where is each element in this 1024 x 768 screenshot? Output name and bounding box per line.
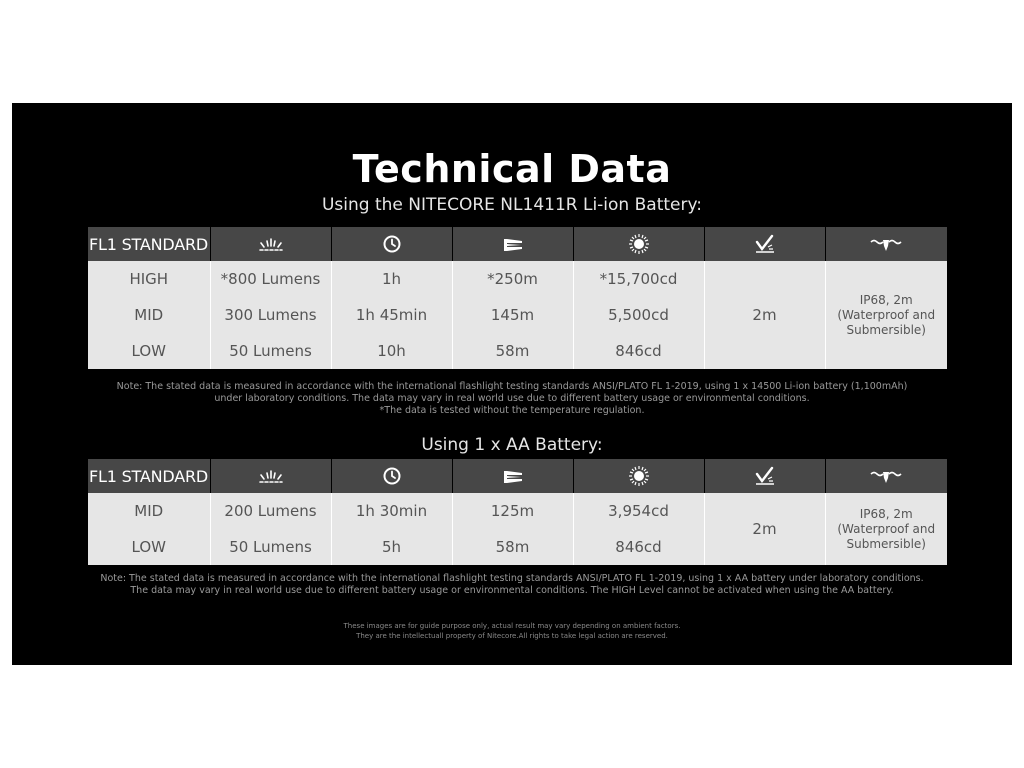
- runtime-cell: 1h 45min: [331, 297, 452, 333]
- brightness-header: [210, 227, 331, 261]
- section-subtitle-li-ion: Using the NITECORE NL1411R Li-ion Battery:: [321, 195, 703, 215]
- runtime-cell: 1h 30min: [331, 493, 452, 529]
- beam-distance-icon: [502, 469, 524, 485]
- note-line: Note: The stated data is measured in accordance with the international flashlight testing standards ANSI/PLATO FL 1-2019, using 1 x 14500 Li-ion battery (1,100mAh): [116, 381, 908, 392]
- output-cell: *800 Lumens: [210, 261, 331, 297]
- table-header-row: [88, 459, 947, 493]
- disclaimer: [12, 621, 1012, 641]
- mode-cell: MID: [88, 493, 210, 529]
- distance-header: [452, 227, 573, 261]
- peak-intensity-icon: [628, 465, 650, 487]
- waterproof-rating: IP68, 2m: [859, 292, 913, 307]
- section-subtitle-aa: Using 1 x AA Battery:: [421, 435, 603, 455]
- note-line: under laboratory conditions. The data may vary in real world use due to different battery usage or environmental conditions.: [214, 393, 810, 404]
- mode-cell: HIGH: [88, 261, 210, 297]
- runtime-clock-icon: [382, 466, 402, 486]
- brightness-icon: [256, 469, 286, 485]
- output-cell: 300 Lumens: [210, 297, 331, 333]
- intensity-cell: *15,700cd: [573, 261, 704, 297]
- spec-table-li-ion: [88, 227, 947, 369]
- runtime-clock-icon: [382, 234, 402, 254]
- brightness-icon: [256, 237, 286, 253]
- distance-header: [452, 459, 573, 493]
- impact-header: [704, 459, 825, 493]
- impact-cell: 2m: [704, 261, 825, 369]
- table-row: [88, 261, 947, 297]
- table-row: [88, 493, 947, 529]
- waterproof-desc-2: Submersible): [846, 536, 926, 551]
- brightness-header: [210, 459, 331, 493]
- waterproof-header: [825, 227, 947, 261]
- distance-cell: 125m: [452, 493, 573, 529]
- impact-header: [704, 227, 825, 261]
- disclaimer-line: These images are for guide purpose only, actual result may vary depending on ambient factors.: [343, 622, 681, 630]
- distance-cell: *250m: [452, 261, 573, 297]
- runtime-header: [331, 227, 452, 261]
- technical-data-panel: [12, 103, 1012, 665]
- note-line: *The data is tested without the temperature regulation.: [379, 405, 645, 416]
- distance-cell: 58m: [452, 333, 573, 369]
- waterproof-desc-1: (Waterproof and: [837, 521, 936, 536]
- note-line: The data may vary in real world use due to different battery usage or environmental conditions. The HIGH Level cannot be activated when using the AA battery.: [130, 585, 894, 596]
- distance-cell: 58m: [452, 529, 573, 565]
- waterproof-icon: [869, 468, 903, 486]
- standard-header: FL1 STANDARD: [88, 227, 210, 261]
- mode-cell: MID: [88, 297, 210, 333]
- intensity-cell: 3,954cd: [573, 493, 704, 529]
- intensity-cell: 5,500cd: [573, 297, 704, 333]
- waterproof-cell: [825, 261, 947, 369]
- mode-cell: LOW: [88, 333, 210, 369]
- measurement-note-aa: [12, 573, 1012, 597]
- spec-table-aa: [88, 459, 947, 565]
- table-header-row: [88, 227, 947, 261]
- note-line: Note: The stated data is measured in accordance with the international flashlight testing standards ANSI/PLATO FL 1-2019, using 1 x AA battery under laboratory conditions.: [100, 573, 924, 584]
- runtime-cell: 1h: [331, 261, 452, 297]
- intensity-cell: 846cd: [573, 529, 704, 565]
- page-title: Technical Data: [352, 147, 672, 191]
- mode-cell: LOW: [88, 529, 210, 565]
- impact-resistance-icon: [754, 466, 776, 486]
- waterproof-header: [825, 459, 947, 493]
- runtime-cell: 10h: [331, 333, 452, 369]
- standard-header: FL1 STANDARD: [88, 459, 210, 493]
- output-cell: 200 Lumens: [210, 493, 331, 529]
- waterproof-desc-1: (Waterproof and: [837, 307, 936, 322]
- peak-intensity-icon: [628, 233, 650, 255]
- impact-resistance-icon: [754, 234, 776, 254]
- runtime-header: [331, 459, 452, 493]
- intensity-header: [573, 459, 704, 493]
- waterproof-desc-2: Submersible): [846, 322, 926, 337]
- disclaimer-line: They are the intellectuall property of Nitecore.All rights to take legal action are reserved.: [356, 632, 668, 640]
- waterproof-cell: [825, 493, 947, 565]
- intensity-cell: 846cd: [573, 333, 704, 369]
- impact-cell: 2m: [704, 493, 825, 565]
- beam-distance-icon: [502, 237, 524, 253]
- waterproof-icon: [869, 236, 903, 254]
- distance-cell: 145m: [452, 297, 573, 333]
- output-cell: 50 Lumens: [210, 529, 331, 565]
- waterproof-rating: IP68, 2m: [859, 506, 913, 521]
- intensity-header: [573, 227, 704, 261]
- runtime-cell: 5h: [331, 529, 452, 565]
- output-cell: 50 Lumens: [210, 333, 331, 369]
- measurement-note-li-ion: [12, 381, 1012, 417]
